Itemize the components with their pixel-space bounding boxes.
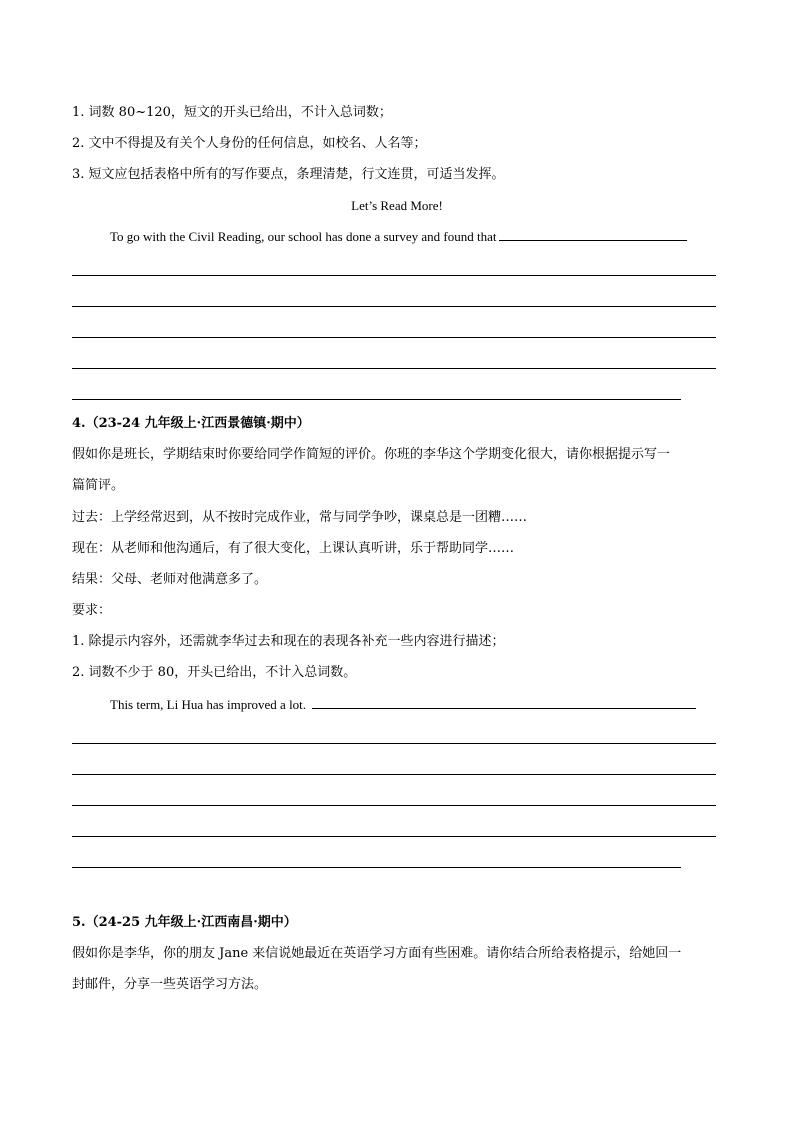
answer-line[interactable] <box>72 399 681 400</box>
essay-opening-line <box>110 697 696 713</box>
question-4-prompt-line-2: 篇简评。 <box>72 478 125 493</box>
answer-line[interactable] <box>72 306 716 307</box>
requirements-label: 要求： <box>72 603 112 618</box>
question-4-header: 4.（23-24 九年级上·江西景德镇·期中） <box>72 416 310 431</box>
answer-line[interactable] <box>72 337 716 338</box>
answer-line[interactable] <box>72 743 716 744</box>
question-5-prompt-line-2: 封邮件，分享一些英语学习方法。 <box>72 977 268 992</box>
essay-opening-line <box>110 229 687 245</box>
answer-line[interactable] <box>72 368 716 369</box>
essay-opening-text: To go with the Civil Reading, our school has done a survey and found that <box>110 229 497 244</box>
answer-line[interactable] <box>72 836 716 837</box>
essay-title: Let’s Read More! <box>351 198 443 213</box>
requirement-item: 2. 词数不少于 80，开头已给出，不计入总词数。 <box>72 665 357 680</box>
requirement-1: 1. 词数 80~120，短文的开头已给出，不计入总词数； <box>72 105 392 120</box>
question-4-prompt-line-1: 假如你是班长，学期结束时你要给同学作简短的评价。你班的李华这个学期变化很大，请你根据提示写一 <box>72 447 671 462</box>
answer-line[interactable] <box>72 805 716 806</box>
answer-blank-inline[interactable] <box>312 707 696 709</box>
hint-past: 过去：上学经常迟到，从不按时完成作业，常与同学争吵，课桌总是一团糟…… <box>72 510 528 525</box>
answer-blank-inline[interactable] <box>499 239 687 241</box>
answer-line[interactable] <box>72 867 681 868</box>
question-5-header: 5.（24-25 九年级上·江西南昌·期中） <box>72 915 297 930</box>
requirement-2: 2. 文中不得提及有关个人身份的任何信息，如校名、人名等； <box>72 136 427 151</box>
answer-line[interactable] <box>72 774 716 775</box>
requirement-item: 1. 除提示内容外，还需就李华过去和现在的表现各补充一些内容进行描述； <box>72 634 505 649</box>
answer-line[interactable] <box>72 275 716 276</box>
hint-result: 结果：父母、老师对他满意多了。 <box>72 572 268 587</box>
requirement-3: 3. 短文应包括表格中所有的写作要点，条理清楚，行文连贯，可适当发挥。 <box>72 167 505 182</box>
question-5-prompt-line-1: 假如你是李华，你的朋友 Jane 来信说她最近在英语学习方面有些困难。请你结合所给表格提示，给她回一 <box>72 946 682 961</box>
hint-now: 现在：从老师和他沟通后，有了很大变化，上课认真听讲，乐于帮助同学…… <box>72 541 515 556</box>
essay-opening-text: This term, Li Hua has improved a lot. <box>110 697 307 712</box>
